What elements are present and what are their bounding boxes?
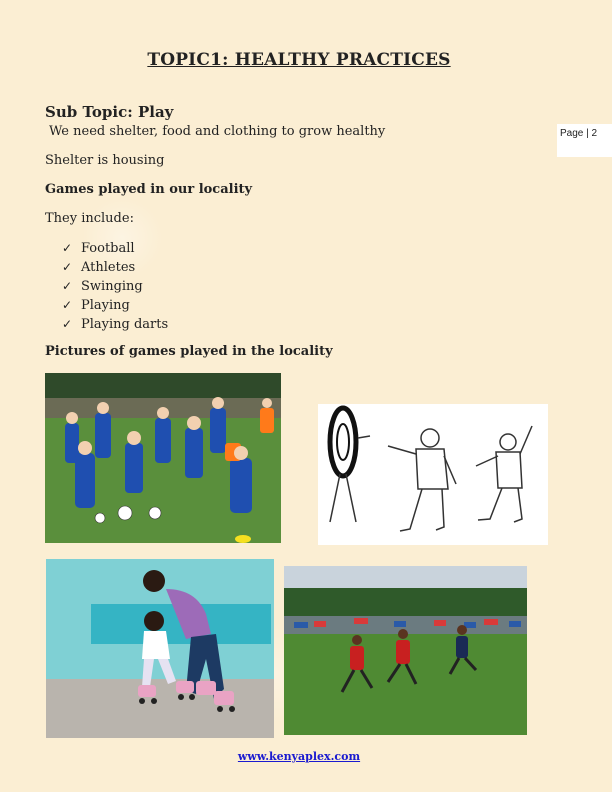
paragraph-needs: We need shelter, food and clothing to grow healthy [49, 124, 386, 139]
checkmark-icon: ✓ [62, 298, 73, 312]
list-item: ✓ Athletes [62, 260, 136, 275]
football-kids-photo [45, 373, 281, 543]
running-race-photo [284, 566, 527, 735]
page-title: TOPIC1: HEALTHY PRACTICES [147, 50, 451, 70]
page-number-label: Page | 2 [560, 128, 598, 139]
checkmark-icon: ✓ [62, 241, 73, 255]
checkmark-icon: ✓ [62, 279, 73, 293]
darts-drawing [318, 404, 548, 545]
paragraph-shelter: Shelter is housing [45, 153, 165, 168]
list-item: ✓ Swinging [62, 279, 143, 294]
pictures-heading: Pictures of games played in the locality [45, 344, 333, 359]
page-number-box [557, 124, 612, 157]
paragraph-include: They include: [45, 211, 134, 226]
roller-skating-photo [46, 559, 274, 738]
list-item: ✓ Playing darts [62, 317, 169, 332]
games-heading: Games played in our locality [45, 182, 253, 197]
checkmark-icon: ✓ [62, 317, 73, 331]
subtopic-heading: Sub Topic: Play [45, 103, 174, 121]
games-list [62, 239, 168, 334]
checkmark-icon: ✓ [62, 260, 73, 274]
list-item: ✓ Football [62, 241, 135, 256]
footer-website-link[interactable]: www.kenyaplex.com [237, 750, 361, 763]
list-item: ✓ Playing [62, 298, 130, 313]
